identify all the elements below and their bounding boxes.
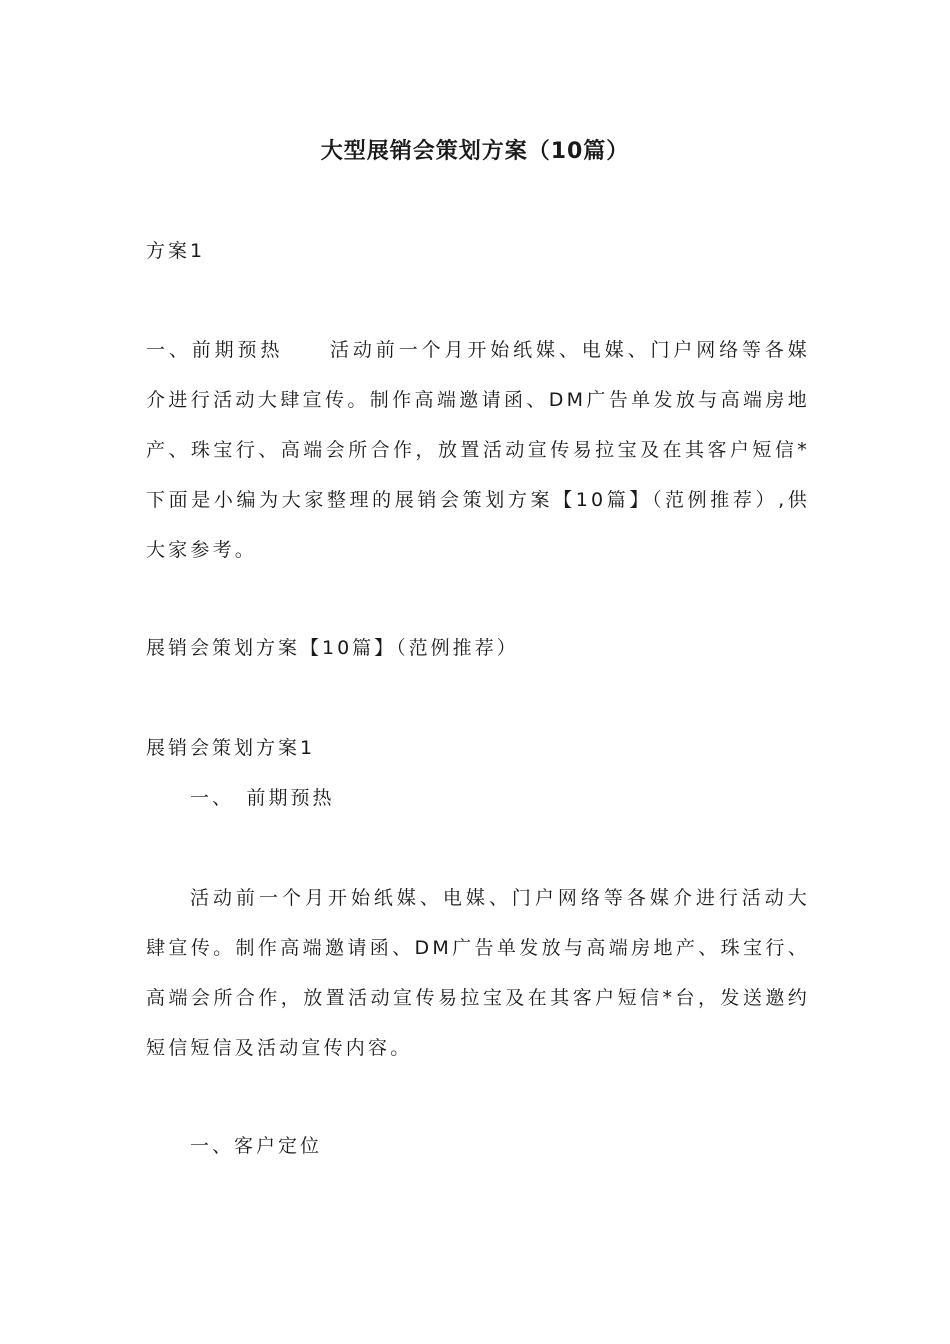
intro-heading: 一、前期预热 (146, 339, 284, 361)
intro-body: 活动前一个月开始纸媒、电媒、门户网络等各媒介进行活动大肆宣传。制作高端邀请函、DM广告单发放与高端房地产、珠宝行、高端会所合作，放置活动宣传易拉宝及在其客户短信*下面是小编为大家整理的展销会策划方案【10篇】（范例推荐）,供大家参考。 (146, 339, 811, 561)
section-2-heading: 一、客户定位 (190, 1135, 323, 1157)
section-1-heading: 一、 前期预热 (190, 787, 335, 809)
intro-paragraph (146, 325, 810, 575)
section-label: 方案1 (146, 240, 206, 262)
plan-title: 展销会策划方案1 (146, 737, 316, 759)
collection-title: 展销会策划方案【10篇】（范例推荐） (146, 637, 519, 659)
section-1-body: 活动前一个月开始纸媒、电媒、门户网络等各媒介进行活动大肆宣传。制作高端邀请函、DM广告单发放与高端房地产、珠宝行、高端会所合作，放置活动宣传易拉宝及在其客户短信*台，发送邀约短信短信及活动宣传内容。 (146, 887, 810, 1059)
document-title: 大型展销会策划方案（10篇） (320, 139, 630, 164)
